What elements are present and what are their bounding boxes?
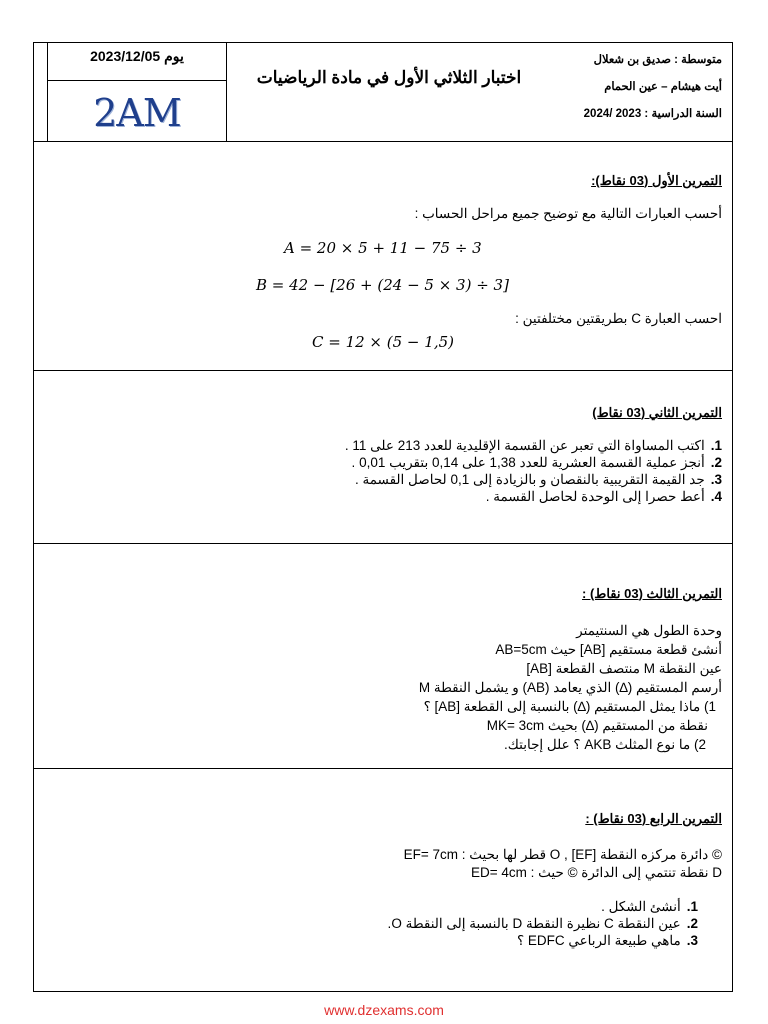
list-item: 3.ماهي طبيعة الرباعي EDFC ؟ [516,933,698,948]
ex3-line: عين النقطة M منتصف القطعة [AB] [526,661,722,676]
list-item: 2.عين النقطة C نظيرة النقطة D بالنسبة إلى النقطة O. [387,916,698,931]
footer-website[interactable]: www.dzexams.com [324,1002,444,1018]
ex1-instruction: أحسب العبارات التالية مع توضيح جميع مراحل الحساب : [414,206,722,221]
ex4-body [404,846,722,882]
ex3-line: أرسم المستقيم (∆) الذي يعامد (AB) و يشمل النقطة M [418,680,722,695]
level-logo: 2AM [93,91,181,135]
school-name: متوسطة : صديق بن شعلال [593,54,722,66]
ex4-title: التمرين الرابع (03 نقاط) : [585,811,722,826]
ex4-line: © دائرة مركزه النقطة O , [EF] قطر لها بحيث : EF= 7cm [403,847,722,862]
ex3-line: نقطة من المستقيم (∆) بحيث MK= 3cm [486,718,708,733]
exam-date: يوم 2023/12/05 [48,43,226,81]
exam-title: اختبار الثلاثي الأول في مادة الرياضيات [256,68,522,87]
list-item: 2.أنجز عملية القسمة العشرية للعدد 1,38 على 0,14 بتقريب 0,01 . [351,455,722,470]
school-location: أيت هيشام – عين الحمام [604,81,722,93]
ex3-body [419,621,722,754]
exam-frame [33,42,733,992]
ex2-title: التمرين الثاني (03 نقاط) [592,405,722,420]
ex1-expression-b: B = 42 − [26 + (24 − 5 × 3) ÷ 3] [256,276,509,294]
ex4-line: D نقطة تنتمي إلى الدائرة © حيث : ED= 4cm [471,865,722,880]
ex1-expression-a: A = 20 × 5 + 11 − 75 ÷ 3 [284,239,482,257]
header [34,43,732,142]
ex4-list [388,898,698,949]
list-item: 1.اكتب المساواة التي تعبر عن القسمة الإقليدية للعدد 213 على 11 . [344,438,722,453]
ex1-instruction-2: احسب العبارة C بطريقتين مختلفتين : [515,311,722,326]
header-left-box [47,43,227,141]
ex2-list [345,437,722,505]
ex3-question-2: 2) ما نوع المثلث AKB ؟ علل إجابتك. [504,737,706,752]
ex3-line: أنشئ قطعة مستقيم [AB] حيث AB=5cm [495,642,722,657]
divider [34,543,732,544]
divider [34,768,732,769]
list-item: 4.أعط حصرا إلى الوحدة لحاصل القسمة . [485,489,722,504]
divider [34,370,732,371]
school-info [522,47,722,128]
school-year: السنة الدراسية : 2023 /2024 [583,108,722,120]
ex3-title: التمرين الثالث (03 نقاط) : [582,586,722,601]
list-item: 3.جد القيمة التقريبية بالنقصان و بالزيادة إلى 0,1 لحاصل القسمة . [355,472,722,487]
ex3-question-1: 1) ماذا يمثل المستقيم (∆) بالنسبة إلى القطعة [AB] ؟ [423,699,716,714]
list-item: 1.أنشئ الشكل . [601,899,698,914]
ex3-line: وحدة الطول هي السنتيمتر [576,623,722,638]
ex1-title: التمرين الأول (03 نقاط): [591,173,722,188]
ex1-expression-c: C = 12 × (5 − 1,5) [312,333,454,351]
